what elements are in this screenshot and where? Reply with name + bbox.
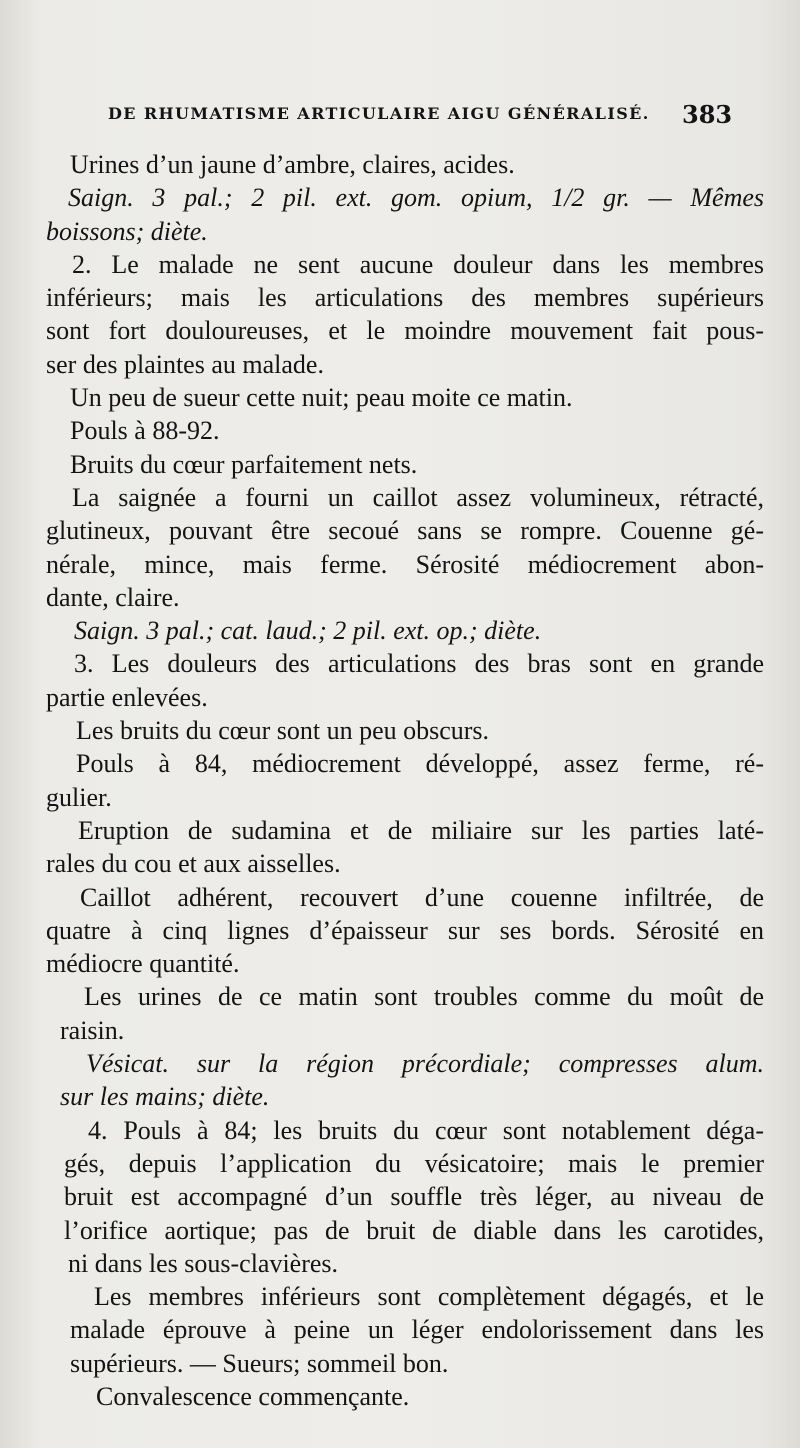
text-line: dante, claire. (46, 582, 180, 612)
page-header (0, 100, 800, 134)
text-line: Saign. 3 pal.; cat. laud.; 2 pil. ext. op.; diète. (74, 616, 542, 646)
text-line: partie enlevées. (46, 682, 208, 712)
text-line: raisin. (60, 1015, 125, 1045)
text-line: Vésicat. sur la région précordiale; compresses alum. (86, 1049, 764, 1079)
text-line: l’orifice aortique; pas de bruit de diable dans les carotides, (64, 1215, 764, 1245)
text-line: Pouls à 88-92. (70, 416, 220, 446)
text-line: Bruits du cœur parfaitement nets. (70, 449, 418, 479)
text-line: quatre à cinq lignes d’épaisseur sur ses bords. Sérosité en (46, 915, 764, 945)
page-number: 383 (682, 100, 733, 129)
text-line: gulier. (46, 782, 112, 812)
text-line: Les membres inférieurs sont complètement dégagés, et le (94, 1282, 764, 1312)
text-line: sur les mains; diète. (60, 1082, 270, 1112)
text-line: Pouls à 84, médiocrement développé, assez ferme, ré- (76, 749, 764, 779)
text-line: Caillot adhérent, recouvert d’une couenne infiltrée, de (80, 882, 764, 912)
text-line: médiocre quantité. (46, 949, 240, 979)
text-line: bruit est accompagné d’un souffle très léger, au niveau de (64, 1182, 764, 1212)
text-line: La saignée a fourni un caillot assez volumineux, rétracté, (72, 482, 764, 512)
text-line: Un peu de sueur cette nuit; peau moite ce matin. (70, 383, 573, 413)
text-line: Saign. 3 pal.; 2 pil. ext. gom. opium, 1/2 gr. — Mêmes (68, 183, 764, 213)
text-line: 2. Le malade ne sent aucune douleur dans les membres (72, 249, 764, 279)
text-line: inférieurs; mais les articulations des membres supérieurs (46, 283, 764, 313)
text-line: Urines d’un jaune d’ambre, claires, acides. (70, 150, 515, 179)
text-line: supérieurs. — Sueurs; sommeil bon. (70, 1348, 449, 1378)
running-title: DE RHUMATISME ARTICULAIRE AIGU GÉNÉRALISÉ. (108, 104, 650, 123)
text-line: Eruption de sudamina et de miliaire sur les parties laté- (78, 815, 764, 845)
text-line: 3. Les douleurs des articulations des bras sont en grande (74, 649, 764, 679)
text-line: glutineux, pouvant être secoué sans se rompre. Couenne gé- (46, 516, 764, 546)
body-text (46, 148, 764, 1413)
text-line: ser des plaintes au malade. (46, 349, 324, 379)
text-line: gés, depuis l’application du vésicatoire; mais le premier (64, 1148, 764, 1178)
text-line: ni dans les sous-clavières. (68, 1248, 339, 1278)
text-line: 4. Pouls à 84; les bruits du cœur sont notablement déga- (88, 1115, 764, 1145)
text-line: malade éprouve à peine un léger endolorissement dans les (70, 1315, 764, 1345)
text-line: Les bruits du cœur sont un peu obscurs. (76, 716, 490, 746)
text-line: nérale, mince, mais ferme. Sérosité médiocrement abon- (46, 549, 764, 579)
text-line: boissons; diète. (46, 216, 208, 246)
text-line: sont fort douloureuses, et le moindre mouvement fait pous- (46, 316, 764, 346)
text-line: Les urines de ce matin sont troubles comme du moût de (84, 982, 764, 1012)
text-line: rales du cou et aux aisselles. (46, 849, 341, 879)
text-line: Convalescence commençante. (96, 1381, 410, 1411)
